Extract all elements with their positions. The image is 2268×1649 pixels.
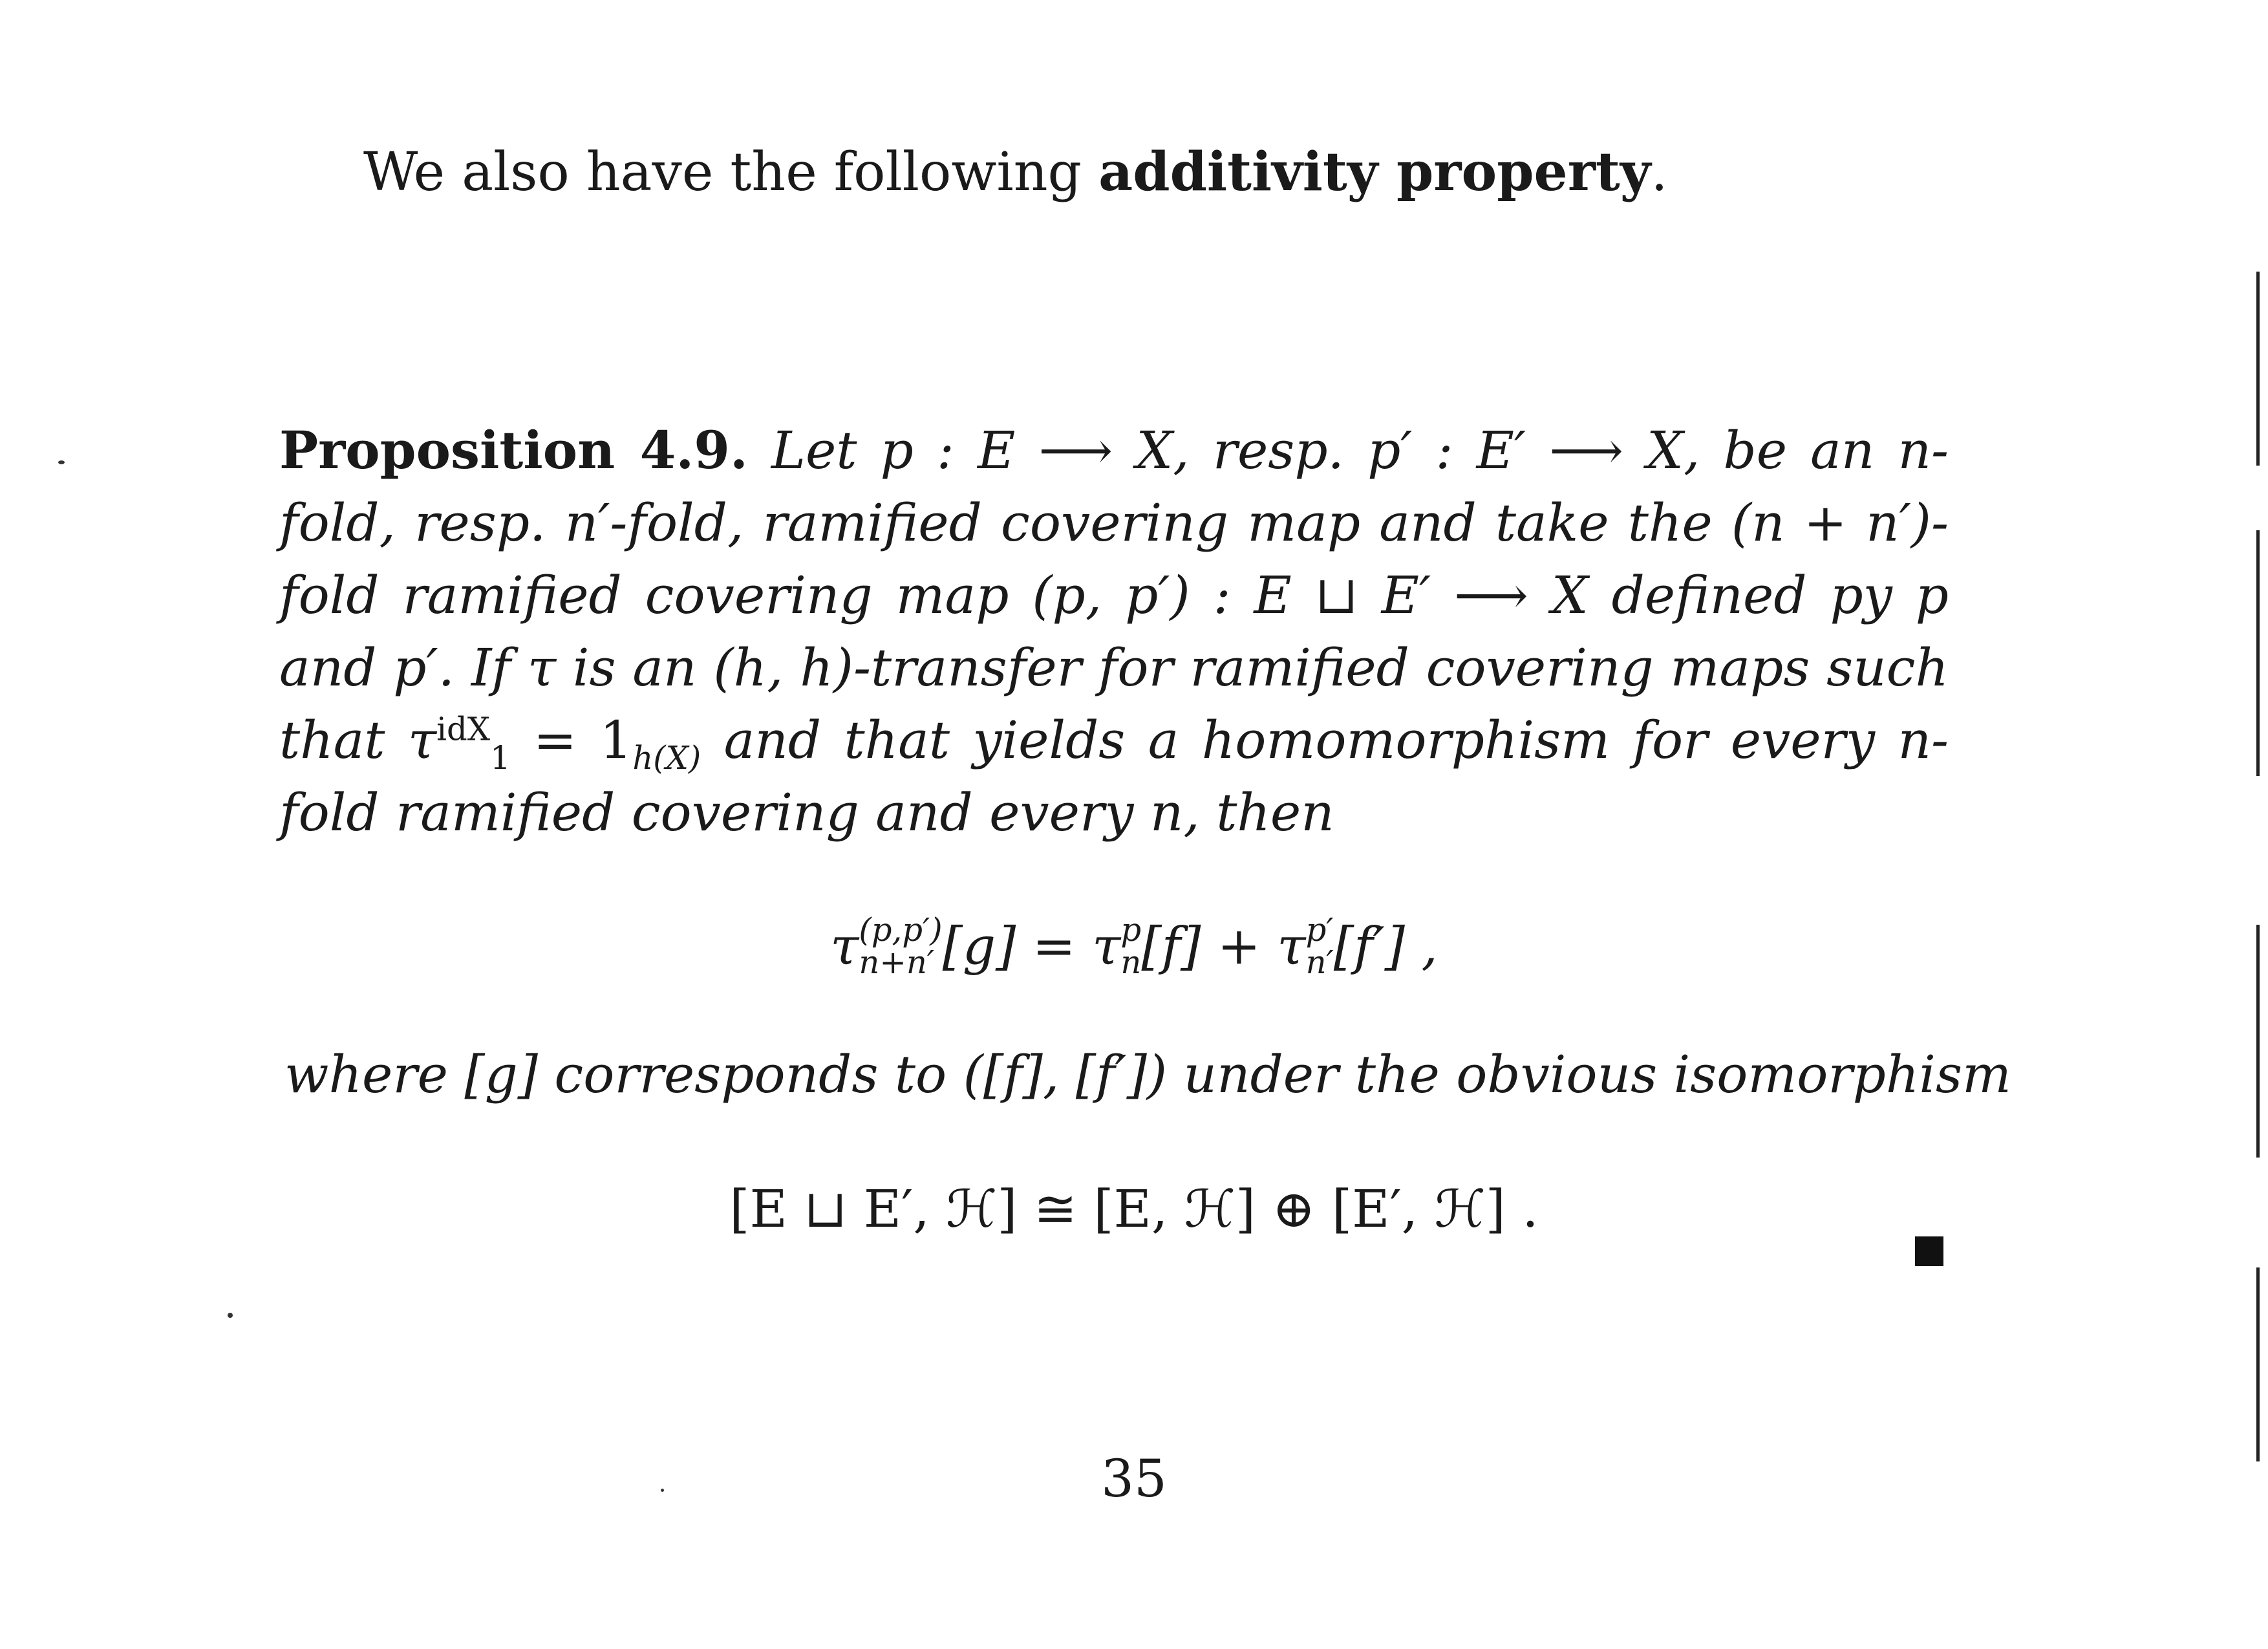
proposition-line-6: ramified covering and every n, then	[396, 782, 1334, 843]
proposition-line-3: fold ramified covering map (p, p′) : E ⊔ E′ ⟶ X defined py p	[279, 565, 1949, 625]
proposition-block	[279, 414, 1949, 849]
one-subscript: h(X)	[632, 739, 701, 777]
page-number: 35	[1101, 1449, 1167, 1509]
tau-indices-1	[859, 911, 943, 981]
scan-edge-line	[2256, 925, 2260, 1158]
term-2-arg: [f] + τ	[1141, 916, 1306, 976]
scan-edge-line	[2256, 272, 2260, 466]
display-equation-1	[0, 911, 2268, 982]
scan-speck	[58, 460, 65, 464]
tau-indices-3	[1305, 911, 1334, 981]
idx-sup-1: (p,p′)	[859, 911, 943, 949]
idx-sub-3: n′	[1305, 943, 1334, 981]
idx-sup-2: p	[1120, 911, 1142, 949]
line5-part-b: = 1	[510, 710, 633, 770]
line5-part-a: that τ	[279, 710, 437, 770]
where-line: where [g] corresponds to ([f], [f′]) under the obvious isomorphism	[284, 1044, 2011, 1105]
scan-speck	[228, 1313, 233, 1318]
intro-bold-term: additivity property	[1098, 141, 1651, 203]
idx-sub-1: n+n′	[859, 943, 935, 981]
tau-symbol: τ	[830, 916, 859, 976]
scan-edge-line	[2256, 530, 2260, 776]
idx-sub-2: n	[1120, 943, 1142, 981]
intro-period: .	[1651, 142, 1668, 203]
tau-indices-2	[1120, 911, 1142, 981]
scan-speck	[661, 1489, 664, 1492]
qed-square-icon	[1915, 1236, 1943, 1266]
intro-text: We also have the following	[363, 142, 1099, 203]
idx-sup-3: p′	[1305, 911, 1334, 949]
tau-superscript: idX	[436, 710, 491, 748]
term-3-arg: [f′] ,	[1333, 916, 1438, 976]
term-1-arg: [g] = τ	[942, 916, 1121, 976]
proposition-heading: Proposition 4.9.	[279, 420, 748, 480]
display-equation-2: [E ⊔ E′, ℋ] ≅ [E, ℋ] ⊕ [E′, ℋ] .	[729, 1179, 1539, 1239]
proposition-line-2: n-fold, resp. n′-fold, ramified covering map and take the (n + n′)-	[279, 420, 1949, 553]
tau-subscript: 1	[490, 739, 511, 777]
proposition-line-1: Let p : E ⟶ X, resp. p′ : E′ ⟶ X, be an	[771, 420, 1875, 480]
line5-part-c: and that yields a homomorphism for every n-fold	[279, 710, 1949, 843]
scan-edge-line	[2256, 1267, 2260, 1461]
intro-paragraph	[363, 141, 1668, 203]
proposition-line-4: and p′. If τ is an (h, h)-transfer for ramified covering maps such	[279, 638, 1949, 698]
